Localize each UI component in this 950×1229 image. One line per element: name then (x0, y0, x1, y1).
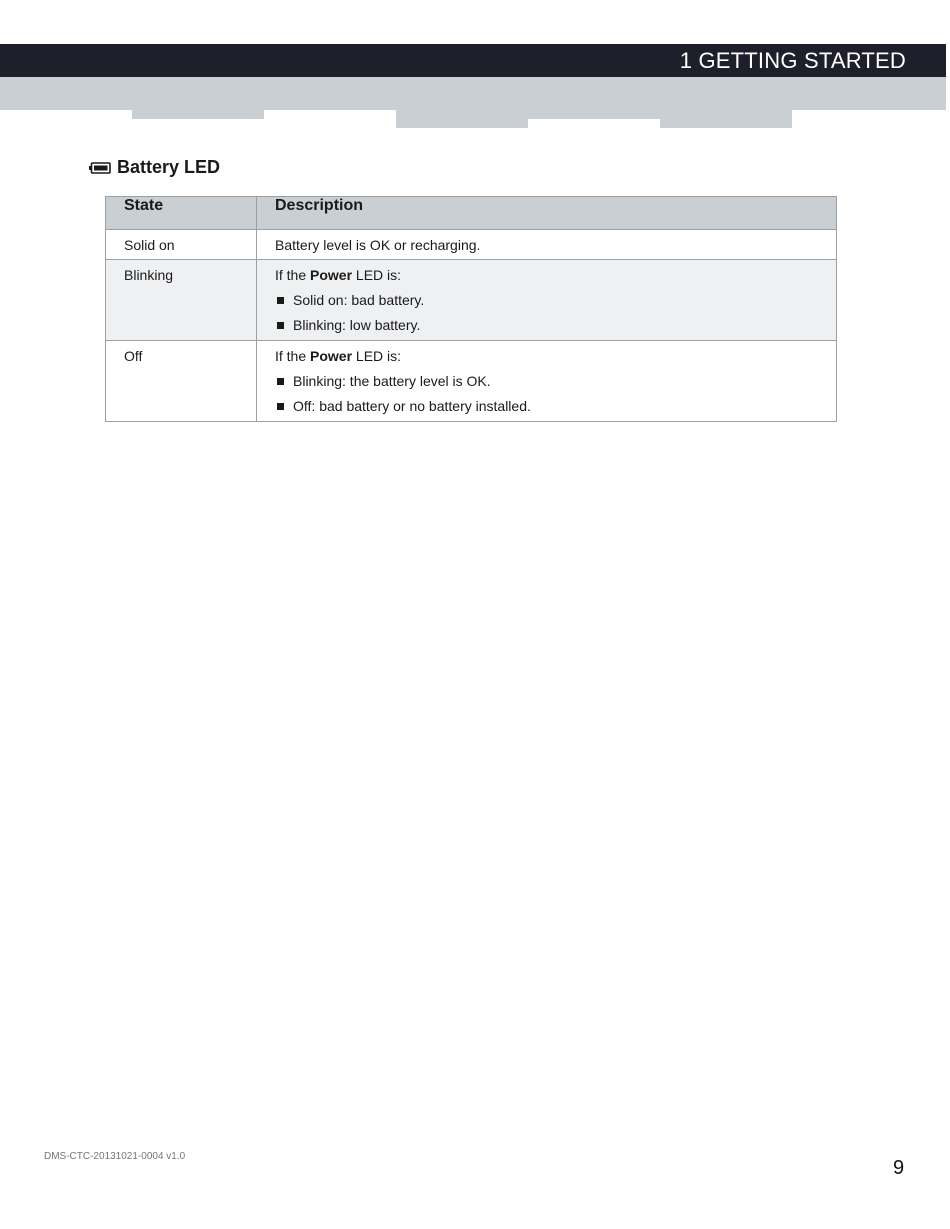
tab-strip (0, 77, 946, 110)
intro-text: If the (275, 267, 311, 283)
tab-marker (132, 110, 264, 119)
list-item: Blinking: the battery level is OK. (275, 372, 826, 391)
list-item: Blinking: low battery. (275, 316, 826, 335)
description-cell (257, 341, 837, 422)
document-id: DMS-CTC-20131021-0004 v1.0 (44, 1151, 186, 1162)
tab-marker (660, 110, 792, 128)
page-number: 9 (893, 1157, 905, 1179)
battery-led-table (105, 196, 837, 422)
bullet-list (275, 372, 826, 416)
state-cell: Blinking (106, 260, 257, 341)
intro-suffix: LED is: (352, 348, 402, 364)
bullet-list (275, 291, 826, 335)
state-cell: Solid on (106, 230, 257, 260)
state-cell: Off (106, 341, 257, 422)
power-label: Power (310, 348, 353, 364)
tab-marker (396, 110, 528, 128)
table-header-row (106, 197, 837, 230)
table-row (106, 260, 837, 341)
column-header-description: Description (257, 197, 837, 230)
section-heading (89, 157, 220, 178)
description-cell: Battery level is OK or recharging. (257, 230, 837, 260)
table-row (106, 341, 837, 422)
power-label: Power (310, 267, 353, 283)
section-title: Battery LED (117, 157, 221, 177)
list-item: Solid on: bad battery. (275, 291, 826, 310)
battery-icon (89, 162, 111, 174)
chapter-title: 1 GETTING STARTED (679, 48, 906, 73)
column-header-state: State (106, 197, 257, 230)
tab-marker (528, 110, 660, 119)
intro-text: If the (275, 348, 311, 364)
description-intro (275, 266, 826, 285)
description-cell (257, 260, 837, 341)
intro-suffix: LED is: (352, 267, 402, 283)
chapter-header-bar (0, 44, 946, 77)
list-item: Off: bad battery or no battery installed. (275, 397, 826, 416)
table-row (106, 230, 837, 260)
description-intro (275, 347, 826, 366)
